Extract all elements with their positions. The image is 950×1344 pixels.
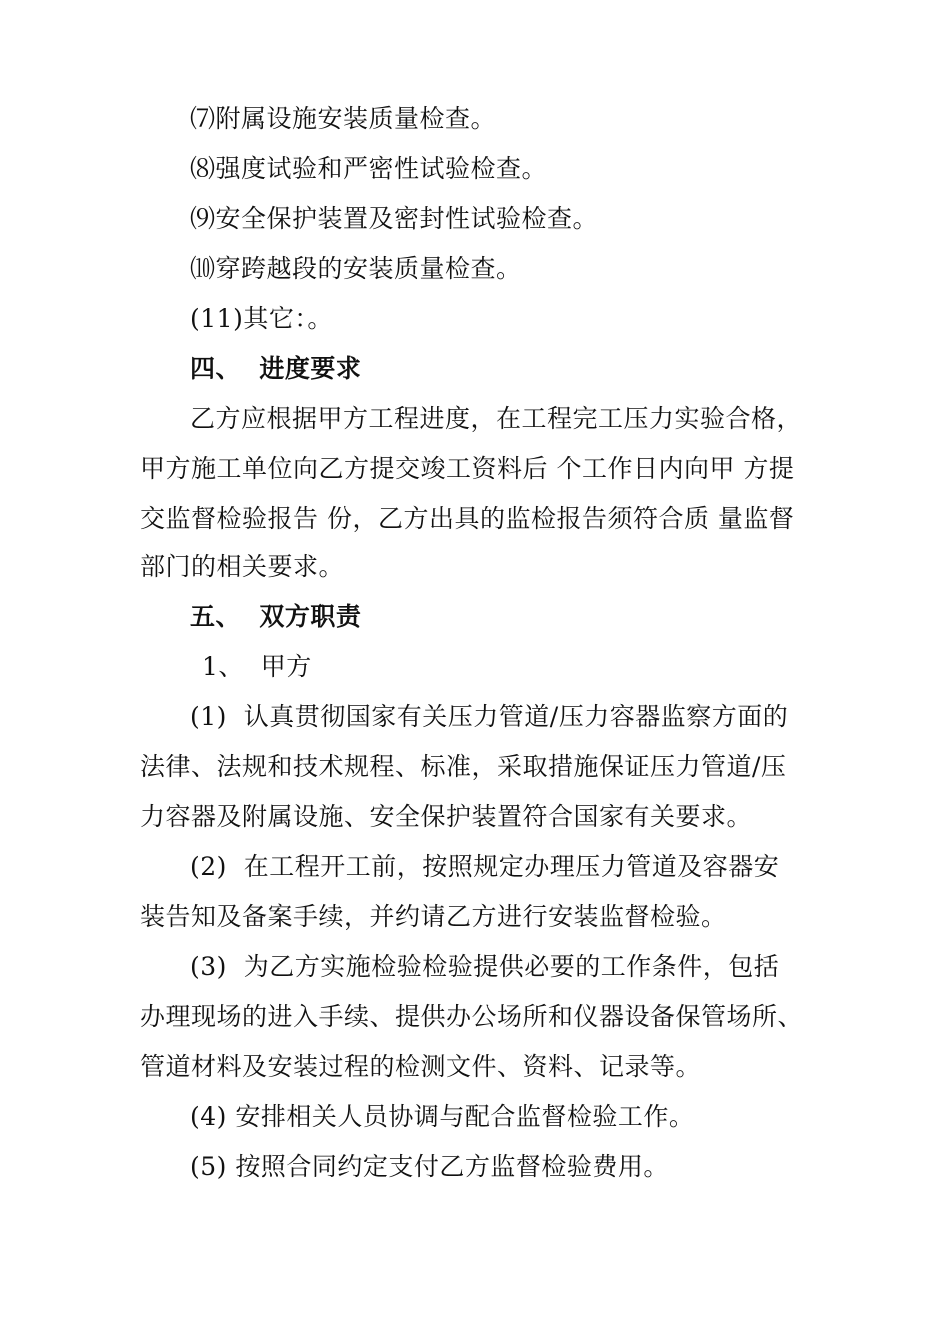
section-heading-duties: 五、 双方职责 <box>190 602 362 631</box>
item-7: ⑺附属设施安装质量检查。 <box>190 104 497 133</box>
item-11: (11)其它：。 <box>190 304 333 333</box>
progress-paragraph-line-2: 甲方施工单位向乙方提交竣工资料后 个工作日内向甲 方提 <box>140 454 795 483</box>
duty-1-line-3: 力容器及附属设施、安全保护装置符合国家有关要求。 <box>140 802 753 831</box>
duty-1-line-1: (1) 认真贯彻国家有关压力管道/压力容器监察方面的 <box>190 702 789 731</box>
item-10: ⑽穿跨越段的安装质量检查。 <box>190 254 522 283</box>
duty-5: (5) 按照合同约定支付乙方监督检验费用。 <box>190 1152 669 1181</box>
duty-3-line-3: 管道材料及安装过程的检测文件、资料、记录等。 <box>140 1052 702 1081</box>
progress-paragraph-line-1: 乙方应根据甲方工程进度，在工程完工压力实验合格， <box>190 404 803 433</box>
duty-1-line-2: 法律、法规和技术规程、标准，采取措施保证压力管道/压 <box>140 752 787 781</box>
item-8: ⑻强度试验和严密性试验检查。 <box>190 154 548 183</box>
section-heading-progress: 四、 进度要求 <box>190 354 362 383</box>
duty-2-line-2: 装告知及备案手续，并约请乙方进行安装监督检验。 <box>140 902 727 931</box>
duty-2-line-1: (2) 在工程开工前，按照规定办理压力管道及容器安 <box>190 852 780 881</box>
duty-3-line-1: (3) 为乙方实施检验检验提供必要的工作条件，包括 <box>190 952 780 981</box>
item-9: ⑼安全保护装置及密封性试验检查。 <box>190 204 599 233</box>
duty-4: (4) 安排相关人员协调与配合监督检验工作。 <box>190 1102 695 1131</box>
duty-3-line-2: 办理现场的进入手续、提供办公场所和仪器设备保管场所、 <box>140 1002 804 1031</box>
progress-paragraph-line-3: 交监督检验报告 份，乙方出具的监检报告须符合质 量监督 <box>140 504 795 533</box>
subheading-party-a: 1、 甲方 <box>202 652 312 681</box>
progress-paragraph-line-4: 部门的相关要求。 <box>140 552 345 581</box>
